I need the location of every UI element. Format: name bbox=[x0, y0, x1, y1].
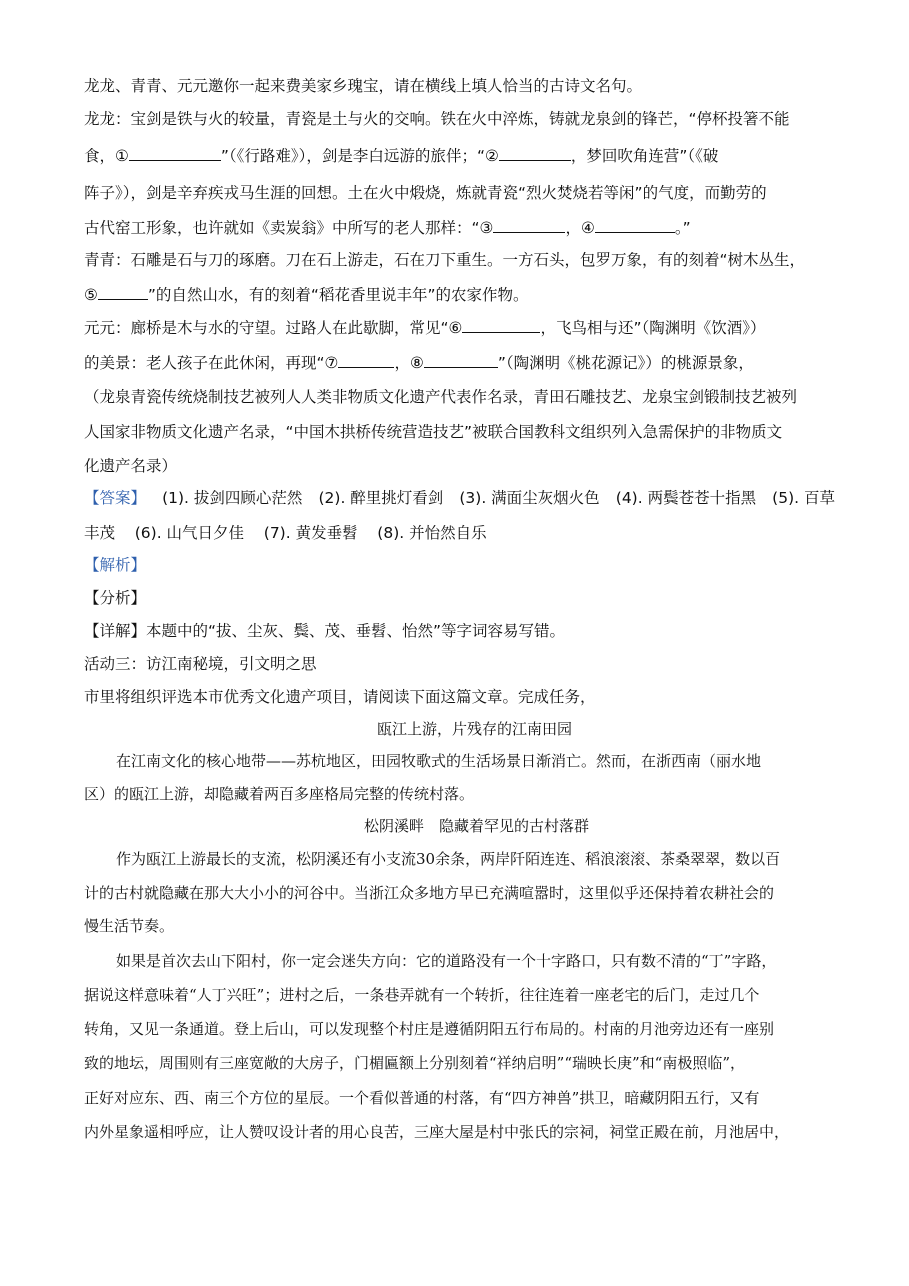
article-p2-line-3: 慢生活节奏。 bbox=[84, 917, 175, 935]
answer-blank-7[interactable] bbox=[338, 353, 394, 368]
answer-item: (6). 山气日夕佳 bbox=[134, 524, 245, 542]
answer-item: 丰茂 bbox=[84, 524, 116, 542]
longlong-line-2: 食，① ”（《行路难》），剑是李白远游的旅伴；“② ，梦回吹角连营”（《破 bbox=[84, 147, 719, 165]
answer-blank-8[interactable] bbox=[424, 353, 498, 368]
qingqing-line-2: ⑤ ”的自然山水，有的刻着“稻花香里说丰年”的农家作物。 bbox=[84, 286, 529, 304]
answer-line-2 bbox=[84, 522, 835, 544]
article-p2-line-2: 计的古村就隐藏在那大大小小的河谷中。当浙江众多地方早已充满喧嚣时，这里似乎还保持着农耕社会的 bbox=[84, 884, 775, 902]
article-p3-line-5: 正好对应东、西、南三个方位的星辰。一个看似普通的村落，有“四方神兽”拱卫，暗藏阴阳五行，又有 bbox=[84, 1089, 760, 1107]
yuanyuan-line-1: 元元：廊桥是木与水的守望。过路人在此歇脚，常见“⑥ ，飞鸟相与还”（陶渊明《饮酒》） bbox=[84, 319, 766, 337]
analysis-tag: 【解析】 bbox=[84, 556, 147, 574]
answer-item: (2). 醉里挑灯看剑 bbox=[318, 489, 444, 507]
article-p3-line-6: 内外星象遥相呼应，让人赞叹设计者的用心良苦，三座大屋是村中张氏的宗祠，祠堂正殿在前，月池居中， bbox=[84, 1123, 790, 1141]
answer-item: (4). 两鬓苍苍十指黑 bbox=[615, 489, 757, 507]
answer-blank-5[interactable] bbox=[98, 285, 148, 300]
answer-blank-1[interactable] bbox=[129, 146, 221, 161]
article-p2-line-1: 作为瓯江上游最长的支流，松阴溪还有小支流30余条，两岸阡陌连连、稻浪滚滚、茶桑翠翠，数以百 bbox=[116, 850, 781, 868]
answer-tag: 【答案】 bbox=[84, 489, 147, 507]
answer-item: (8). 并怡然自乐 bbox=[377, 524, 487, 542]
yuanyuan-line-5: 化遗产名录） bbox=[84, 457, 178, 475]
answer-blank-6[interactable] bbox=[462, 318, 540, 333]
activity-heading: 活动三：访江南秘境，引文明之思 bbox=[84, 655, 317, 673]
answer-item: (1). 拔剑四顾心茫然 bbox=[162, 489, 303, 507]
detail-line: 【详解】本题中的“拔、尘灰、鬓、茂、垂髫、怡然”等字词容易写错。 bbox=[84, 622, 566, 640]
answer-blank-4[interactable] bbox=[595, 218, 675, 233]
task-line: 市里将组织评选本市优秀文化遗产项目，请阅读下面这篇文章。完成任务， bbox=[84, 688, 596, 706]
yuanyuan-line-4: 人国家非物质文化遗产名录，“中国木拱桥传统营造技艺”被联合国教科文组织列入急需保护的非物质文 bbox=[84, 423, 783, 441]
yuanyuan-line-2: 的美景：老人孩子在此休闲，再现“⑦ ，⑧ ”（陶渊明《桃花源记》）的桃源景象， bbox=[84, 354, 754, 372]
answer-blank-2[interactable] bbox=[499, 146, 571, 161]
longlong-line-4: 古代窑工形象，也许就如《卖炭翁》中所写的老人那样：“③ ，④ 。” bbox=[84, 219, 691, 237]
analysis-heading: 【分析】 bbox=[84, 589, 147, 607]
article-title: 瓯江上游，片残存的江南田园 bbox=[376, 720, 572, 738]
article-p3-line-3: 转角，又见一条通道。登上后山，可以发现整个村庄是遵循阴阳五行布局的。村南的月池旁边还有一座别 bbox=[84, 1020, 775, 1038]
article-p1-line-1: 在江南文化的核心地带——苏杭地区，田园牧歌式的生活场景日渐消亡。然而，在浙西南（丽水地 bbox=[116, 752, 762, 770]
answer-line-1 bbox=[84, 487, 835, 509]
answer-item: (7). 黄发垂髫 bbox=[263, 524, 358, 542]
qingqing-line-1: 青青：石雕是石与刀的琢磨。刀在石上游走，石在刀下重生。一方石头，包罗万象，有的刻着“树木丛生， bbox=[84, 251, 806, 269]
answer-item: (3). 满面尘灰烟火色 bbox=[459, 489, 600, 507]
article-p1-line-2: 区）的瓯江上游，却隐藏着两百多座格局完整的传统村落。 bbox=[84, 785, 475, 803]
article-p3-line-2: 据说这样意味着“人丁兴旺”；进村之后，一条巷弄就有一个转折，往往连着一座老宅的后门，走过几个 bbox=[84, 986, 760, 1004]
article-p3-line-4: 致的地坛，周围则有三座宽敞的大房子，门楣匾额上分别刻着“祥纳启明”“瑞映长庚”和“南极照临”， bbox=[84, 1054, 746, 1072]
yuanyuan-line-3: （龙泉青瓷传统烧制技艺被列人人类非物质文化遗产代表作名录，青田石雕技艺、龙泉宝剑锻制技艺被列 bbox=[84, 388, 798, 406]
answer-blank-3[interactable] bbox=[493, 218, 565, 233]
longlong-line-1: 龙龙：宝剑是铁与火的较量，青瓷是土与火的交响。铁在火中淬炼，铸就龙泉剑的锋芒，“停杯投箸不能 bbox=[84, 110, 790, 128]
longlong-line-3: 阵子》），剑是辛弃疾戎马生涯的回想。土在火中煅烧，炼就青瓷“烈火焚烧若等闲”的气度，而勤劳的 bbox=[84, 184, 767, 202]
answer-item: (5). 百草 bbox=[772, 489, 835, 507]
article-p3-line-1: 如果是首次去山下阳村，你一定会迷失方向：它的道路没有一个十字路口，只有数不清的“丁”字路， bbox=[116, 952, 777, 970]
intro-line: 龙龙、青青、元元邀你一起来费美家乡瑰宝，请在横线上填人恰当的古诗文名句。 bbox=[84, 77, 643, 95]
article-subtitle: 松阴溪畔 隐藏着罕见的古村落群 bbox=[363, 817, 589, 835]
